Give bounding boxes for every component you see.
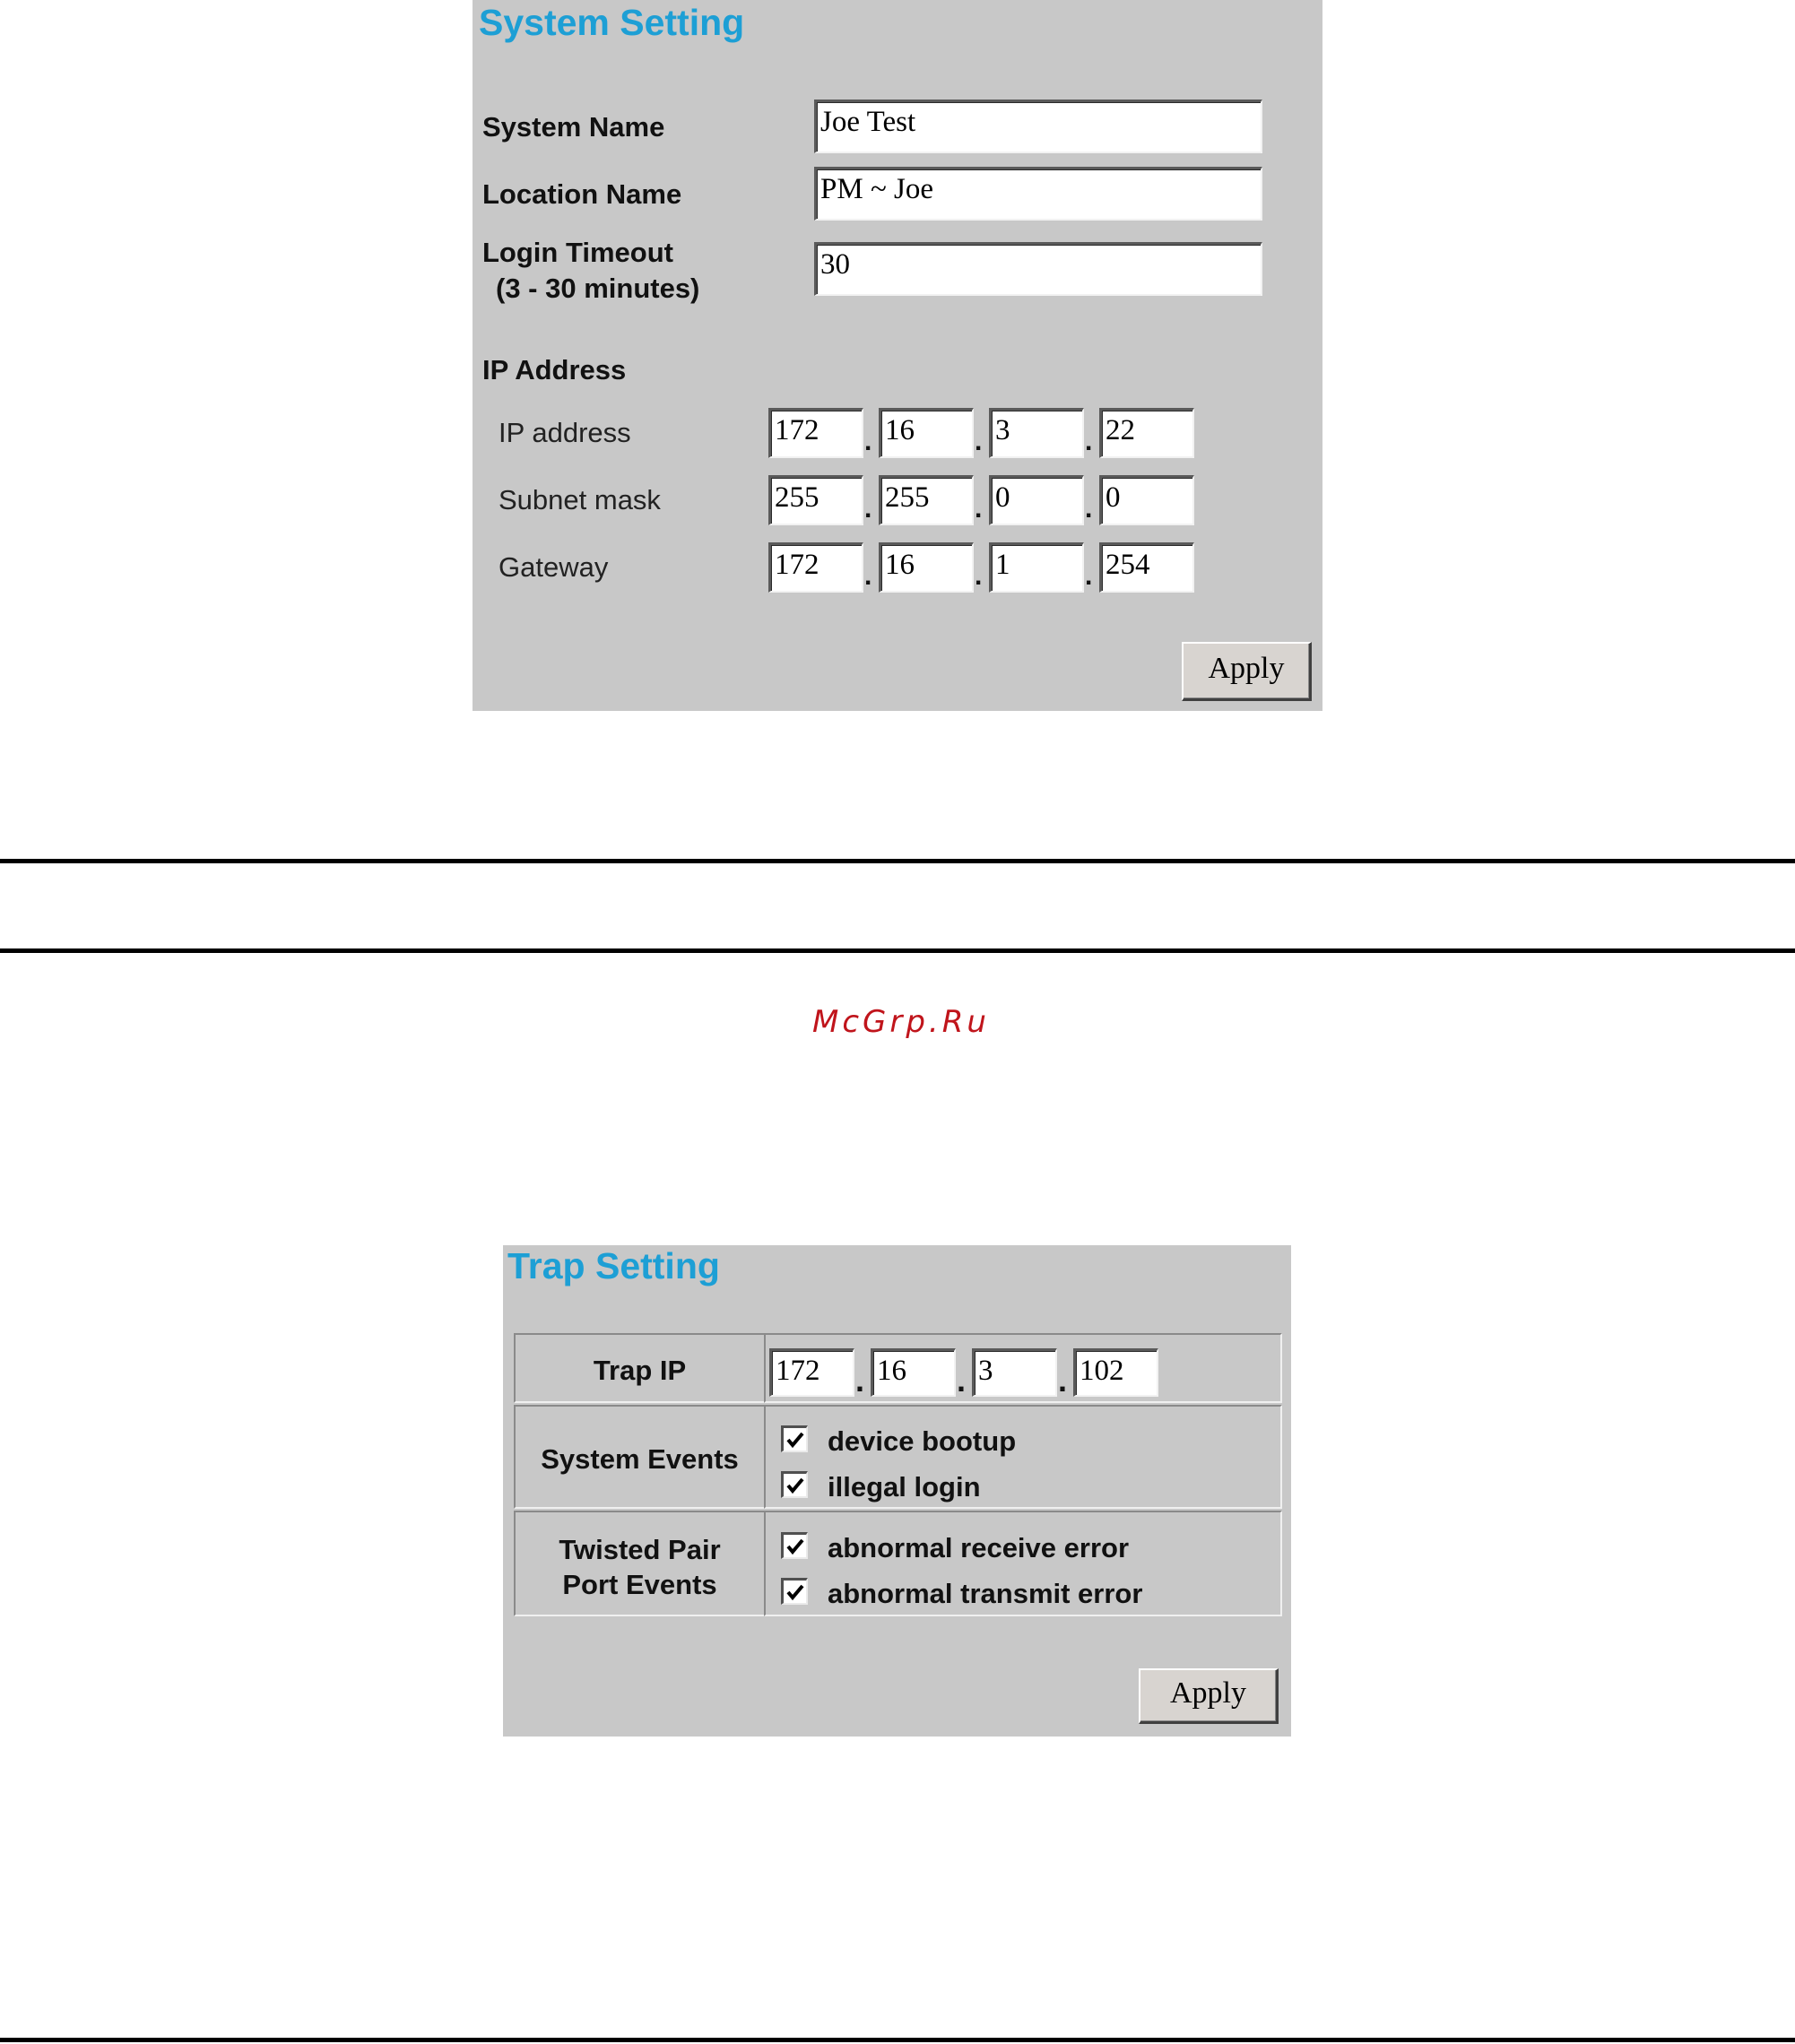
login-timeout-hint: (3 - 30 minutes) [496,273,700,304]
trap-ip-octet-4[interactable]: 102 [1073,1348,1158,1397]
octet-separator: . [957,1362,967,1399]
subnet-mask-label: Subnet mask [499,484,661,515]
ip-address-octet-2[interactable]: 16 [879,408,974,458]
octet-separator: . [864,494,872,524]
trap-apply-button[interactable]: Apply [1139,1668,1279,1724]
illegal-login-checkbox[interactable] [781,1471,808,1498]
checkmark-icon [785,1537,805,1556]
gateway-label: Gateway [499,551,609,583]
abnormal-receive-error-label: abnormal receive error [828,1532,1130,1563]
trap-setting-panel [503,1245,1291,1737]
trap-ip-label: Trap IP [593,1355,687,1386]
system-setting-panel [473,0,1322,711]
octet-separator: . [1058,1362,1068,1399]
login-timeout-input[interactable]: 30 [814,242,1262,296]
port-events-label-line2: Port Events [562,1568,717,1600]
subnet-mask-octet-4[interactable]: 0 [1099,475,1194,525]
octet-separator: . [1085,561,1093,591]
gateway-octet-4[interactable]: 254 [1099,542,1194,593]
divider-line [0,2038,1795,2042]
ip-address-octet-3[interactable]: 3 [989,408,1084,458]
ip-address-label: IP address [499,417,631,448]
checkmark-icon [785,1582,805,1602]
device-bootup-label: device bootup [828,1425,1017,1457]
illegal-login-label: illegal login [828,1471,981,1503]
octet-separator: . [975,494,983,524]
trap-ip-octet-2[interactable]: 16 [871,1348,956,1397]
watermark-text: McGrp.Ru [812,1004,990,1040]
location-name-label: Location Name [482,178,682,210]
port-events-label-line1: Twisted Pair [559,1534,721,1565]
system-events-label: System Events [541,1443,739,1475]
port-events-label [514,1533,766,1603]
subnet-mask-octet-2[interactable]: 255 [879,475,974,525]
ip-address-octet-1[interactable]: 172 [768,408,863,458]
octet-separator: . [1085,427,1093,456]
divider-line [0,859,1795,863]
abnormal-transmit-error-checkbox[interactable] [781,1578,808,1605]
trap-ip-octet-1[interactable]: 172 [769,1348,854,1397]
trap-ip-octet-3[interactable]: 3 [972,1348,1057,1397]
gateway-octet-3[interactable]: 1 [989,542,1084,593]
abnormal-transmit-error-label: abnormal transmit error [828,1578,1143,1609]
ip-address-octet-4[interactable]: 22 [1099,408,1194,458]
system-name-label: System Name [482,111,665,143]
checkmark-icon [785,1476,805,1495]
abnormal-receive-error-checkbox[interactable] [781,1532,808,1559]
device-bootup-checkbox[interactable] [781,1425,808,1452]
checkmark-icon [785,1430,805,1450]
divider-line [0,948,1795,953]
system-name-input[interactable]: Joe Test [814,100,1262,153]
system-apply-button[interactable]: Apply [1182,642,1312,701]
login-timeout-label: Login Timeout [482,237,673,268]
gateway-octet-1[interactable]: 172 [768,542,863,593]
octet-separator: . [1085,494,1093,524]
subnet-mask-octet-1[interactable]: 255 [768,475,863,525]
gateway-octet-2[interactable]: 16 [879,542,974,593]
trap-setting-title: Trap Setting [507,1245,720,1286]
octet-separator: . [864,561,872,591]
location-name-input[interactable]: PM ~ Joe [814,167,1262,221]
octet-separator: . [975,427,983,456]
system-setting-title: System Setting [479,2,745,43]
subnet-mask-octet-3[interactable]: 0 [989,475,1084,525]
octet-separator: . [975,561,983,591]
ip-address-section-label: IP Address [482,354,627,385]
octet-separator: . [855,1362,865,1399]
octet-separator: . [864,427,872,456]
